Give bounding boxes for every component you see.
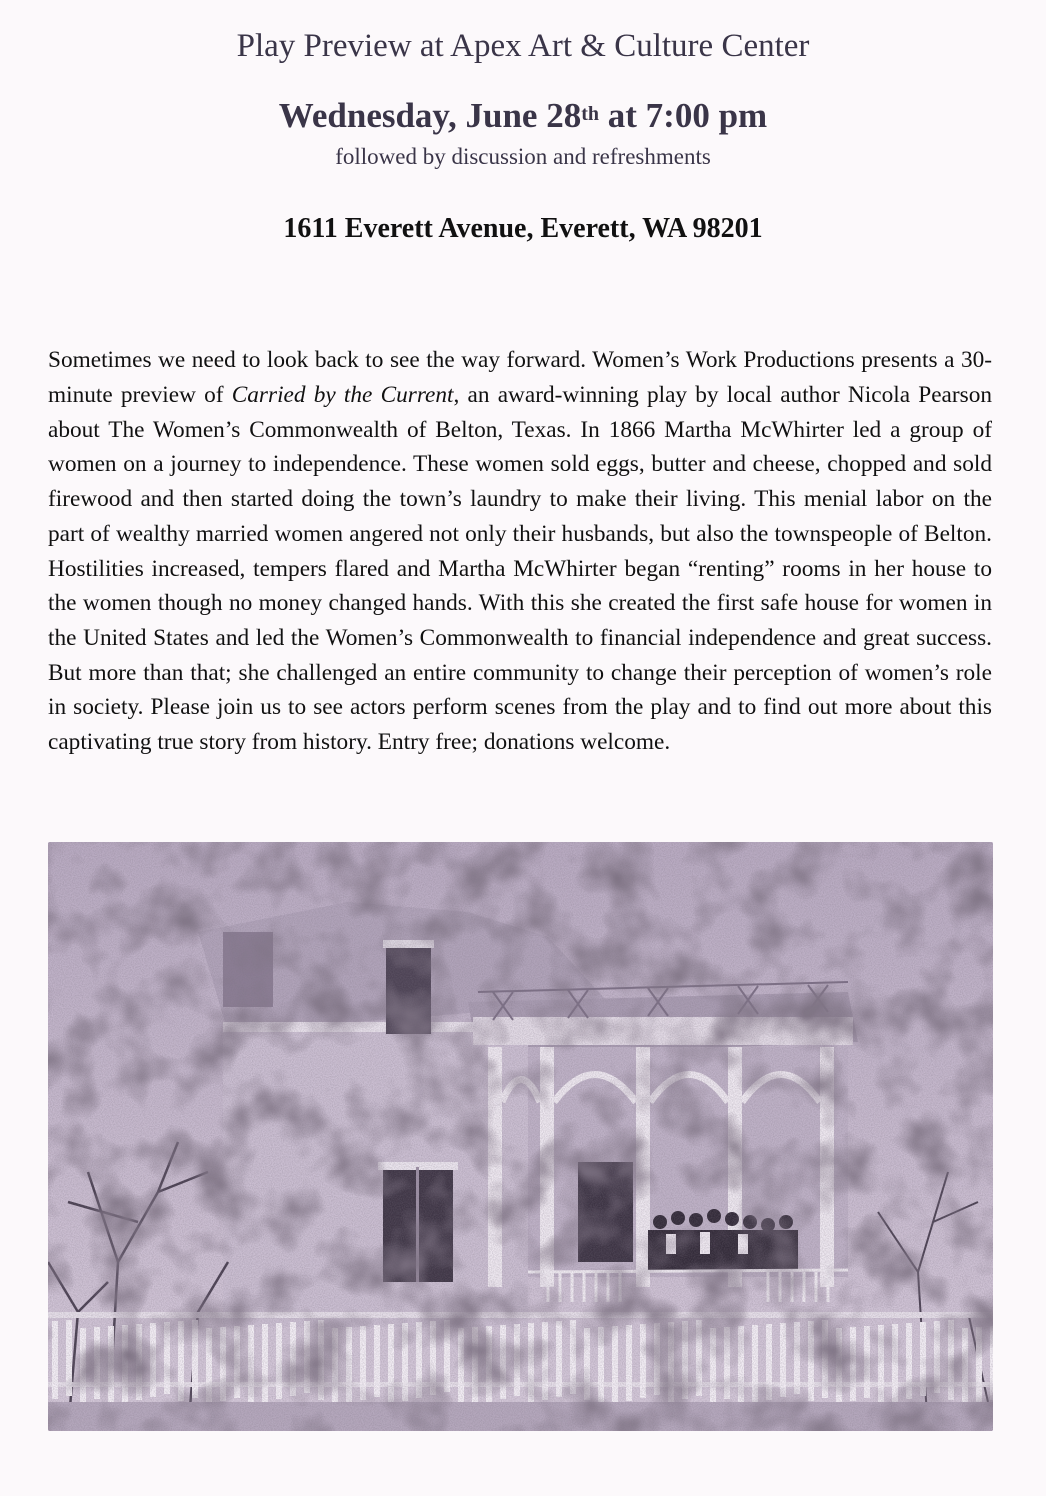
- event-description: [48, 343, 992, 759]
- event-time: at 7:00 pm: [599, 96, 768, 135]
- description-part-1: Sometimes we need to look back to see the way forward. Women’s Work Productions presents a 30-minute preview of: [48, 347, 992, 408]
- description-part-2: , an award-winning play by local author Nicola Pearson about The Women’s Commonwealth of Belton, Texas. In 1866 Martha McWhirter led a group of women on a journey to independence. These women sold eggs, butter and cheese, chopped and sold firewood and then started doing the town’s laundry to make their living. This menial labor on the part of wealthy married women angered not only their husbands, but also the townspeople of Belton. Hostilities increased, tempers flared and Martha McWhirter began “renting” rooms in her house to the women though no money changed hands. With this she created the first safe house for women in the United States and led the Women’s Commonwealth to financial independence and great success. But more than that; she challenged an entire community to change their perception of women’s role in society. Please join us to see actors perform scenes from the play and to find out more about this captivating true story from history. Entry free; donations welcome.: [48, 382, 992, 756]
- play-title: Carried by the Current: [231, 382, 454, 408]
- event-address: 1611 Everett Avenue, Everett, WA 98201: [283, 213, 763, 244]
- event-date-ordinal: th: [581, 103, 600, 125]
- event-venue-title: Play Preview at Apex Art & Culture Center: [236, 28, 810, 64]
- event-date-main: Wednesday, June 28: [278, 96, 582, 135]
- historic-house-photo: [48, 842, 993, 1431]
- event-date: [0, 94, 1046, 138]
- event-subline: followed by discussion and refreshments: [335, 144, 711, 169]
